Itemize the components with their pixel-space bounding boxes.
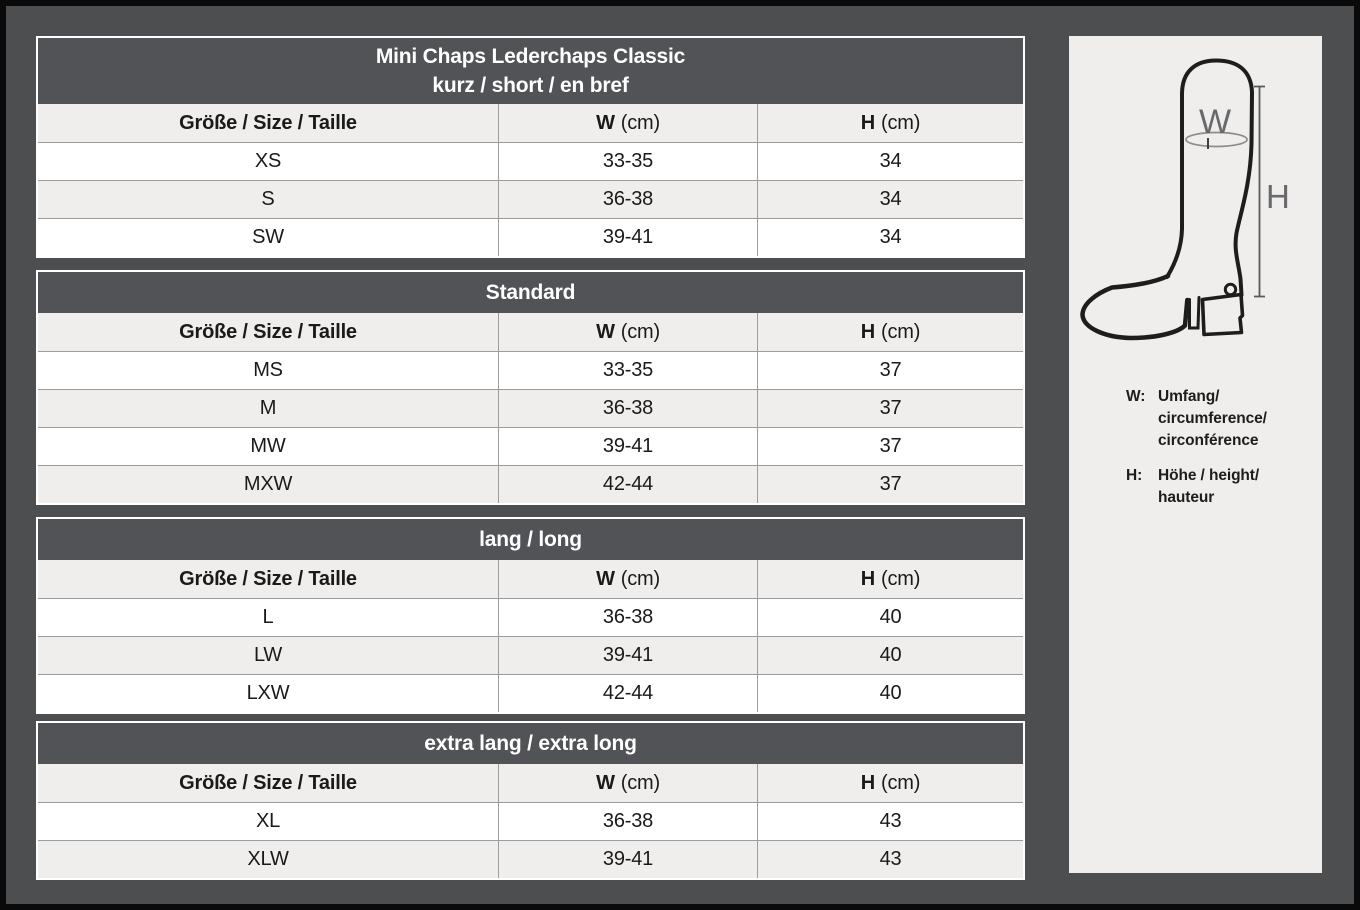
- table-subtitle: kurz / short / en bref: [432, 74, 629, 97]
- legend-line: Umfang/: [1158, 388, 1220, 405]
- size-table-long: [36, 517, 1025, 714]
- size-table-short: [36, 36, 1025, 258]
- w-unit: (cm): [620, 320, 660, 343]
- h-cell: 34: [757, 142, 1023, 180]
- legend-entry-h: [1069, 465, 1322, 509]
- w-cell: 42-44: [498, 674, 757, 712]
- w-cell: 36-38: [498, 802, 757, 840]
- h-unit: (cm): [881, 320, 921, 343]
- w-cell: 36-38: [498, 598, 757, 636]
- table-title-band: [38, 272, 1023, 313]
- h-unit: (cm): [881, 567, 921, 590]
- column-header-size: Größe / Size / Taille: [38, 313, 498, 351]
- column-header-h: [757, 764, 1023, 802]
- table-title: extra lang / extra long: [424, 731, 637, 755]
- h-unit: (cm): [881, 111, 921, 134]
- h-label: H: [860, 567, 876, 590]
- height-label: H: [1266, 178, 1290, 215]
- measurement-legend: [1069, 386, 1322, 522]
- w-label: W: [596, 567, 615, 590]
- w-cell: 33-35: [498, 351, 757, 389]
- w-cell: 39-41: [498, 636, 757, 674]
- size-cell: XS: [38, 142, 498, 180]
- h-cell: 37: [757, 427, 1023, 465]
- legend-line: circumference/: [1158, 410, 1267, 427]
- size-table-standard: [36, 270, 1025, 505]
- size-table-extra-long: [36, 721, 1025, 880]
- w-unit: (cm): [620, 567, 660, 590]
- legend-line: circonférence: [1158, 432, 1259, 449]
- size-cell: MW: [38, 427, 498, 465]
- size-cell: LW: [38, 636, 498, 674]
- size-grid: [38, 313, 1023, 503]
- column-header-w: [498, 764, 757, 802]
- column-header-size: Größe / Size / Taille: [38, 764, 498, 802]
- column-header-size: Größe / Size / Taille: [38, 104, 498, 142]
- boot-toe-outline: [1083, 276, 1188, 338]
- h-cell: 37: [757, 351, 1023, 389]
- column-header-size: Größe / Size / Taille: [38, 560, 498, 598]
- table-title: Standard: [485, 280, 576, 304]
- w-label: W: [596, 111, 615, 134]
- size-cell: XLW: [38, 840, 498, 878]
- w-cell: 33-35: [498, 142, 757, 180]
- w-cell: 36-38: [498, 389, 757, 427]
- w-label: W: [596, 771, 615, 794]
- w-unit: (cm): [620, 111, 660, 134]
- size-cell: L: [38, 598, 498, 636]
- size-cell: S: [38, 180, 498, 218]
- chap-outline: [1167, 61, 1252, 296]
- legend-line: hauteur: [1158, 489, 1215, 506]
- column-header-h: [757, 104, 1023, 142]
- page-background: [6, 6, 1354, 904]
- h-cell: 34: [757, 218, 1023, 256]
- legend-w-key: W:: [1126, 388, 1146, 405]
- column-header-h: [757, 560, 1023, 598]
- h-label: H: [860, 111, 876, 134]
- column-header-w: [498, 313, 757, 351]
- measurement-panel: [1069, 36, 1322, 873]
- h-cell: 37: [757, 389, 1023, 427]
- legend-entry-w: [1069, 386, 1322, 452]
- snap-button-icon: [1225, 284, 1235, 294]
- size-cell: MXW: [38, 465, 498, 503]
- size-cell: LXW: [38, 674, 498, 712]
- h-cell: 40: [757, 598, 1023, 636]
- h-cell: 43: [757, 802, 1023, 840]
- size-cell: XL: [38, 802, 498, 840]
- chaps-boot-diagram: [1069, 36, 1322, 366]
- column-header-w: [498, 104, 757, 142]
- table-title-band: [38, 519, 1023, 560]
- w-cell: 39-41: [498, 427, 757, 465]
- size-cell: MS: [38, 351, 498, 389]
- h-cell: 34: [757, 180, 1023, 218]
- w-cell: 39-41: [498, 840, 757, 878]
- table-title: lang / long: [479, 527, 582, 551]
- h-cell: 40: [757, 636, 1023, 674]
- size-grid: [38, 560, 1023, 712]
- table-title-band: [38, 38, 1023, 104]
- chap-strap: [1190, 298, 1200, 329]
- h-cell: 37: [757, 465, 1023, 503]
- size-grid: [38, 104, 1023, 256]
- size-grid: [38, 764, 1023, 878]
- column-header-h: [757, 313, 1023, 351]
- table-title: Mini Chaps Lederchaps Classic: [375, 45, 686, 68]
- size-cell: M: [38, 389, 498, 427]
- w-cell: 36-38: [498, 180, 757, 218]
- h-cell: 43: [757, 840, 1023, 878]
- legend-h-key: H:: [1126, 467, 1143, 484]
- w-cell: 42-44: [498, 465, 757, 503]
- w-unit: (cm): [620, 771, 660, 794]
- w-label: W: [596, 320, 615, 343]
- h-label: H: [860, 771, 876, 794]
- w-cell: 39-41: [498, 218, 757, 256]
- column-header-w: [498, 560, 757, 598]
- table-title-band: [38, 723, 1023, 764]
- h-label: H: [860, 320, 876, 343]
- size-cell: SW: [38, 218, 498, 256]
- h-cell: 40: [757, 674, 1023, 712]
- width-label: W: [1198, 103, 1232, 141]
- h-unit: (cm): [881, 771, 921, 794]
- legend-line: Höhe / height/: [1158, 467, 1260, 484]
- boot-heel-block: [1203, 295, 1243, 335]
